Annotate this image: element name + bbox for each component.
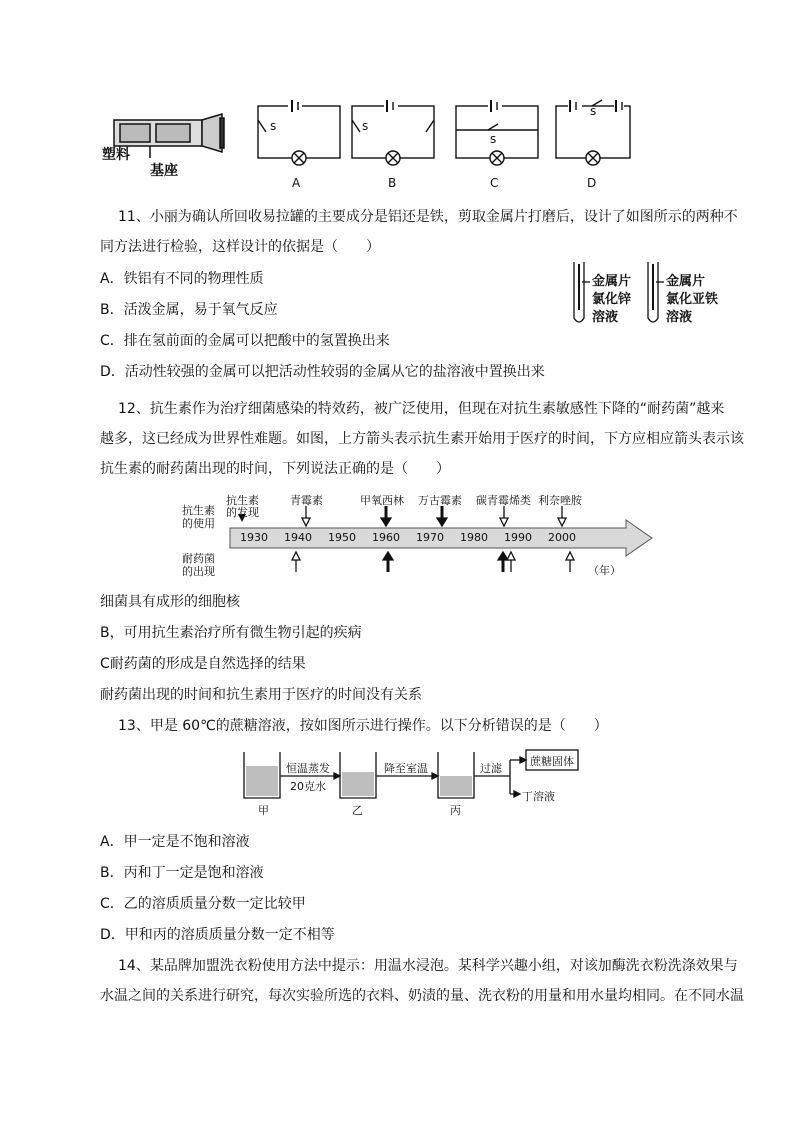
q12-option-b: B，可用抗生素治疗所有微生物引起的疾病 <box>100 625 362 641</box>
timeline-discovery-2: 的发现 <box>226 506 259 519</box>
timeline-left-top-1: 抗生素 <box>182 504 215 517</box>
q11-stem-line1: 11、小丽为确认所回收易拉罐的主要成分是铝还是铁，剪取金属片打磨后，设计了如图所示的两种不 <box>118 209 738 225</box>
timeline-figure <box>178 490 658 580</box>
timeline-left-bottom-2: 的出现 <box>182 565 215 578</box>
liquid-label: 丁溶液 <box>522 790 555 803</box>
step2-label: 降至室温 <box>384 762 428 775</box>
step3-label: 过滤 <box>480 762 502 775</box>
q14-stem-line1: 14、某品牌加盟洗衣粉使用方法中提示：用温水浸泡。某科学兴趣小组，对该加酶洗衣粉洗涤效果与 <box>118 958 738 974</box>
beaker-label-yi: 乙 <box>352 804 363 817</box>
switch-label-a: s <box>270 119 277 133</box>
option-label-b: B <box>388 176 397 190</box>
q12-option-a: 细菌具有成形的细胞核 <box>100 594 240 610</box>
solid-label: 蔗糖固体 <box>530 755 574 768</box>
q13-option-d: D．甲和丙的溶质质量分数一定不相等 <box>100 927 335 943</box>
test-tube-figure <box>568 258 718 330</box>
timeline-unit: （年） <box>588 564 621 577</box>
timeline-year-1950: 1950 <box>328 531 356 544</box>
timeline-year-1980: 1980 <box>460 531 488 544</box>
q12-option-d: 耐药菌出现的时间和抗生素用于医疗的时间没有关系 <box>100 687 422 703</box>
timeline-year-1930: 1930 <box>240 531 268 544</box>
q11-option-a: A．铁铝有不同的物理性质 <box>100 271 264 287</box>
switch-label-b: s <box>362 119 369 133</box>
timeline-discovery-1: 抗生素 <box>226 494 259 507</box>
timeline-left-top-2: 的使用 <box>182 517 215 530</box>
timeline-year-1990: 1990 <box>504 531 532 544</box>
q13-option-c: C．乙的溶质质量分数一定比较甲 <box>100 896 306 912</box>
switch-label-d: s <box>590 104 597 118</box>
beaker-label-bing: 丙 <box>450 804 461 817</box>
q12-stem-line2: 越多，这已经成为世界性难题。如图，上方箭头表示抗生素开始用于医疗的时间，下方应相应箭头表示该 <box>100 431 744 447</box>
timeline-left-bottom-1: 耐药菌 <box>182 552 215 565</box>
q11-option-b: B．活泼金属，易于氧气反应 <box>100 302 278 318</box>
figure-circuits <box>100 92 640 192</box>
step1-label-1: 恒温蒸发 <box>286 762 330 775</box>
tube2-solution-label: 氯化亚铁 <box>666 292 719 307</box>
option-label-d: D <box>587 176 597 190</box>
timeline-year-2000: 2000 <box>548 531 576 544</box>
q11-stem-line2: 同方法进行检验，这样设计的依据是（ ） <box>100 239 380 255</box>
q14-stem-line2: 水温之间的关系进行研究，每次实验所选的衣料、奶渍的量、洗衣粉的用量和用水量均相同。在不同水温 <box>100 988 744 1004</box>
beaker-process-figure <box>240 746 580 820</box>
q13-stem: 13、甲是 60℃的蔗糖溶液，按如图所示进行操作。以下分析错误的是（ ） <box>118 718 608 734</box>
step1-label-2: 20克水 <box>290 780 326 793</box>
timeline-year-1970: 1970 <box>416 531 444 544</box>
tube2-metal-label: 金属片 <box>666 274 706 289</box>
q12-stem-line3: 抗生素的耐药菌出现的时间，下列说法正确的是（ ） <box>100 461 450 477</box>
timeline-drug-1: 青霉素 <box>290 494 323 507</box>
timeline-drug-3: 万古霉素 <box>418 494 462 507</box>
flashlight-icon <box>114 114 224 158</box>
option-label-c: C <box>490 176 499 190</box>
timeline-drug-5: 利奈唑胺 <box>538 494 582 507</box>
q11-option-d: D．活动性较强的金属可以把活动性较弱的金属从它的盐溶液中置换出来 <box>100 364 545 380</box>
option-label-a: A <box>292 176 301 190</box>
beaker-label-jia: 甲 <box>258 804 269 817</box>
q11-option-c: C．排在氢前面的金属可以把酸中的氢置换出来 <box>100 333 390 349</box>
q12-stem-line1: 12、抗生素作为治疗细菌感染的特效药，被广泛使用，但现在对抗生素敏感性下降的“耐药菌”越来 <box>118 401 725 417</box>
q13-option-b: B．丙和丁一定是饱和溶液 <box>100 865 264 881</box>
timeline-drug-4: 碳青霉烯类 <box>476 494 531 507</box>
switch-label-c: s <box>490 132 497 146</box>
timeline-year-1940: 1940 <box>284 531 312 544</box>
timeline-drug-2: 甲氧西林 <box>360 494 404 507</box>
circuit-diagram-svg <box>100 92 640 192</box>
q12-option-c: C耐药菌的形成是自然选择的结果 <box>100 656 306 672</box>
q13-option-a: A．甲一定是不饱和溶液 <box>100 834 250 850</box>
timeline-year-1960: 1960 <box>372 531 400 544</box>
circuit-c <box>456 100 538 165</box>
tube1-solution-label2: 溶液 <box>592 310 619 325</box>
plastic-label: 塑料 <box>102 147 130 163</box>
tube2-solution-label2: 溶液 <box>666 310 693 325</box>
tube1-solution-label: 氯化锌 <box>592 292 632 307</box>
tube1-metal-label: 金属片 <box>592 274 632 289</box>
base-label: 基座 <box>150 163 178 179</box>
